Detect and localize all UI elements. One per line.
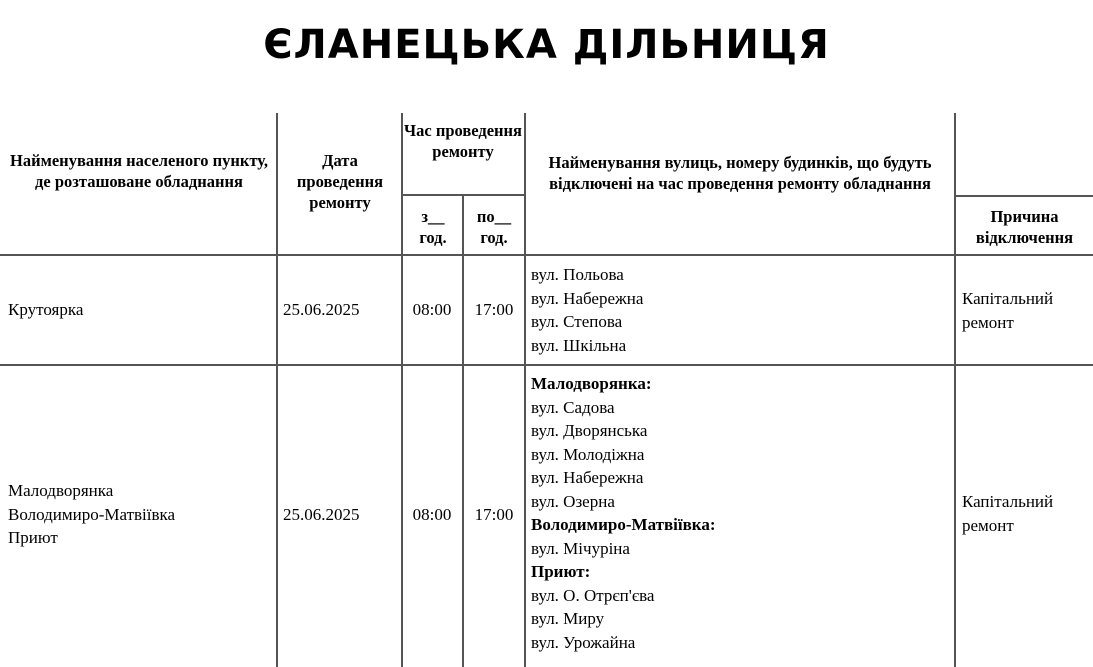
header-reason: Причина відключення	[975, 207, 1074, 247]
grid-line	[954, 195, 1093, 197]
street-line: вул. Набережна	[531, 468, 644, 487]
street-line: вул. Польова	[531, 265, 624, 284]
street-line: вул. Молодіжна	[531, 444, 645, 464]
reason-line: Капітальний	[962, 289, 1054, 308]
page-title: ЄЛАНЕЦЬКА ДІЛЬНИЦЯ	[263, 22, 830, 68]
street-line: вул. Набережна	[531, 288, 644, 308]
header-date: Дата проведення ремонту	[296, 151, 384, 212]
row1-date: 25.06.2025	[283, 300, 360, 319]
header-time: Час проведення ремонту	[404, 121, 522, 161]
street-line: вул. Шкільна	[531, 335, 627, 355]
row2-streets	[531, 372, 951, 654]
locality-line: Малодворянка	[8, 481, 114, 500]
grid-line	[276, 113, 278, 667]
grid-line	[401, 194, 526, 196]
reason-line: ремонт	[962, 312, 1014, 332]
street-line: вул. О. Отрєп'єва	[531, 585, 655, 605]
row2-reason	[962, 490, 1090, 537]
row1-streets	[531, 263, 951, 357]
header-streets: Найменування вулиць, номеру будинків, що будуть відключені на час проведення ремонту обладнання	[548, 153, 932, 193]
grid-line	[401, 113, 403, 667]
street-line: вул. Степова	[531, 312, 623, 331]
row1-reason	[962, 287, 1090, 334]
street-line: вул. Урожайна	[531, 632, 636, 652]
header-to: по__ год.	[476, 207, 512, 247]
row2-from: 08:00	[412, 505, 452, 524]
locality-line: Приют	[8, 528, 58, 547]
row2-to: 17:00	[474, 505, 514, 524]
reason-line: Капітальний	[962, 492, 1054, 511]
locality-line: Володимиро-Матвіївка	[8, 504, 176, 524]
locality-line: Крутоярка	[8, 300, 84, 319]
street-line: вул. Дворянська	[531, 421, 648, 440]
street-line: вул. Озерна	[531, 491, 615, 511]
grid-line	[0, 364, 1093, 366]
reason-line: ремонт	[962, 515, 1014, 535]
grid-line	[0, 254, 1093, 256]
street-group-heading: Володимиро-Матвіївка:	[531, 515, 716, 534]
row1-locality	[8, 298, 272, 322]
row1-to: 17:00	[474, 300, 514, 319]
street-group-heading: Приют:	[531, 562, 591, 581]
street-line: вул. Мічуріна	[531, 538, 630, 558]
street-line: вул. Миру	[531, 609, 605, 628]
row2-locality	[8, 479, 272, 550]
grid-line	[524, 113, 526, 667]
header-from: з__ год.	[419, 207, 447, 247]
row1-from: 08:00	[412, 300, 452, 319]
header-locality: Найменування населеного пункту, де розташоване обладнання	[10, 151, 268, 191]
street-group-heading: Малодворянка:	[531, 374, 652, 393]
street-line: вул. Садова	[531, 397, 615, 417]
grid-line	[462, 195, 464, 667]
row2-date: 25.06.2025	[283, 505, 360, 524]
